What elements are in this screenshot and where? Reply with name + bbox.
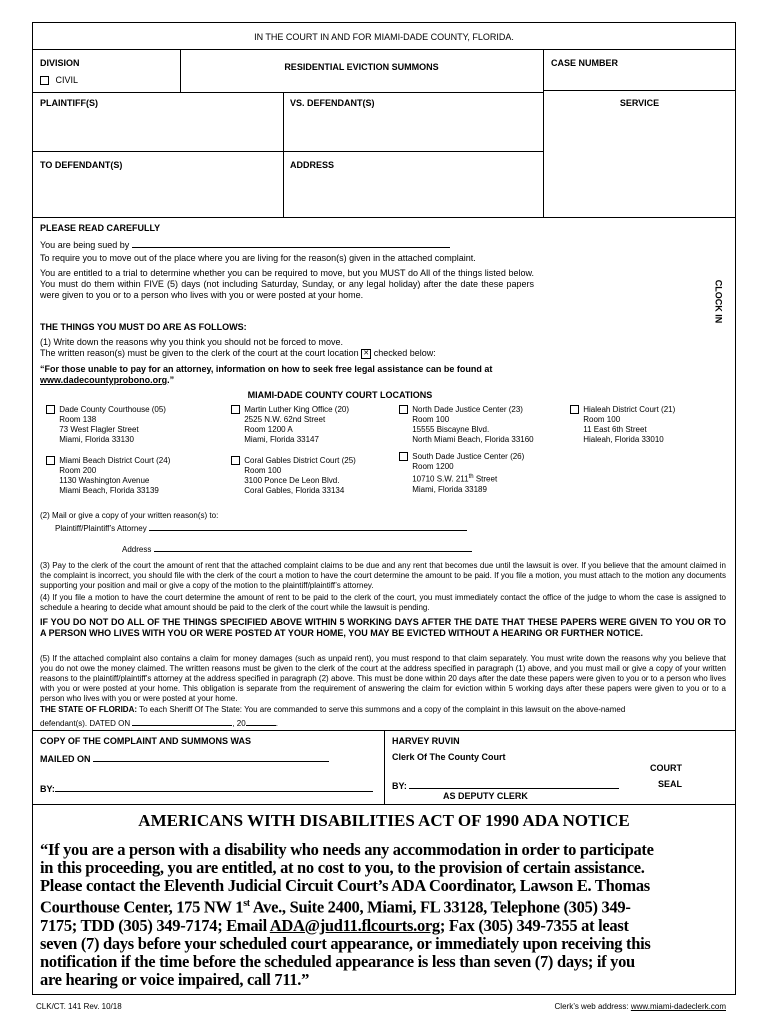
court-seal-label: COURT — [650, 763, 682, 773]
item1b-post-text: checked below: — [373, 348, 436, 358]
location-line: 3100 Ponce De Leon Blvd. — [244, 476, 340, 485]
location-line: 11 East 6th Street — [583, 425, 647, 434]
mailed-on-label: MAILED ON — [40, 754, 91, 764]
state-text — [40, 705, 726, 715]
p2-attorney-line — [55, 521, 467, 534]
clerk-title: Clerk Of The County Court — [392, 752, 506, 762]
civil-checkbox[interactable] — [40, 76, 49, 85]
probono-link[interactable]: www.dadecountyprobono.org — [40, 375, 168, 385]
divider — [32, 151, 543, 152]
clerk-name: HARVEY RUVIN — [392, 736, 460, 746]
probono-text — [40, 364, 540, 386]
deputy-label: AS DEPUTY CLERK — [443, 791, 528, 801]
web-label: Clerk’s web address: — [554, 1002, 631, 1011]
location-line: Room 100 — [244, 466, 282, 475]
location-line: Hialeah, Florida 33010 — [583, 435, 664, 444]
ada-line — [40, 895, 728, 917]
case-number-label: CASE NUMBER — [551, 58, 619, 68]
court-seal-label: SEAL — [658, 779, 683, 789]
ada-line: Please contact the Eleventh Judicial Circuit Court’s ADA Coordinator, Lawson E. Thomas — [40, 876, 650, 895]
location-line: North Miami Beach, Florida 33160 — [412, 435, 534, 444]
service-label: SERVICE — [619, 98, 660, 108]
sued-by-label: You are being sued by — [40, 240, 130, 250]
location-item — [399, 452, 524, 495]
trial-text: You are entitled to a trial to determine whether you can be required to move, but you MUST do All of the things listed below. You must do them within FIVE (5) days (not including Saturday, Sunday, or any legal holiday) after the date these papers were given to you or to a person who lives with you or were posted at your home. — [40, 268, 534, 300]
ada-line — [40, 917, 728, 935]
location-line: Room 200 — [59, 466, 97, 475]
p4-text: (4) If you file a motion to have the court determine the amount of rent to be paid to the clerk of the court, you must immediately contact the office of the judge to whom the case is assigned to schedule a hearing to decide what amount should be paid to the clerk of the court while the lawsuit is pending. — [40, 593, 726, 612]
ada-heading: AMERICANS WITH DISABILITIES ACT OF 1990 ADA NOTICE — [138, 811, 630, 830]
location-line: Room 138 — [59, 415, 97, 424]
location-name: Dade County Courthouse (05) — [59, 405, 166, 414]
item1a-text: (1) Write down the reasons why you think you should not be forced to move. — [40, 337, 343, 347]
divider — [32, 804, 736, 805]
location-item — [231, 405, 349, 445]
defendant-label: VS. DEFENDANT(S) — [290, 98, 375, 108]
ada-email-link[interactable]: ADA@jud11.flcourts.org — [269, 915, 440, 935]
ada-notice — [40, 841, 728, 989]
location-line: Room 100 — [583, 415, 621, 424]
state-bold: THE STATE OF FLORIDA: — [40, 705, 138, 714]
address-label: ADDRESS — [290, 160, 335, 170]
civil-label: CIVIL — [55, 75, 79, 85]
location-checkbox[interactable] — [231, 456, 240, 465]
divider — [283, 92, 284, 217]
p2-address-field[interactable] — [154, 542, 472, 552]
form-number: CLK/CT. 141 Rev. 10/18 — [36, 1002, 122, 1011]
ada-line-part: Courthouse Center, 175 NW 1 — [40, 897, 244, 917]
mailed-on-line — [40, 752, 329, 765]
warning-text: IF YOU DO NOT DO ALL OF THE THINGS SPECIFIED ABOVE WITHIN 5 WORKING DAYS AFTER THE DATE THAT THESE PAPERS WERE GIVEN TO YOU OR TO A PERSON WHO LIVES WITH YOU OR WERE POSTED AT YOUR HOME, YOU MAY BE EVICTED WITHOUT A HEARING OR FURTHER NOTICE. — [40, 617, 726, 638]
location-item — [46, 456, 170, 496]
to-defendant-label: TO DEFENDANT(S) — [40, 160, 123, 170]
item1b-text: The written reason(s) must be given to the clerk of the court at the court location — [40, 348, 359, 358]
location-line: Coral Gables, Florida 33134 — [244, 486, 345, 495]
by-field[interactable] — [55, 782, 373, 792]
by2-field[interactable] — [409, 779, 619, 789]
divider — [384, 730, 385, 804]
probono-post: .” — [167, 375, 175, 385]
location-line: Room 100 — [412, 415, 450, 424]
location-line: Miami, Florida 33189 — [412, 484, 487, 494]
location-line: Room 1200 A — [244, 425, 293, 434]
p2-heading: (2) Mail or give a copy of your written reason(s) to: — [40, 511, 219, 520]
ada-line: “If you are a person with a disability who needs any accommodation in order to participate — [40, 840, 654, 859]
location-line: Room 1200 — [412, 462, 454, 471]
location-line: 2525 N.W. 62nd Street — [244, 415, 326, 424]
court-title: IN THE COURT IN AND FOR MIAMI-DADE COUNTY, FLORIDA. — [254, 32, 514, 42]
things-heading: THE THINGS YOU MUST DO ARE AS FOLLOWS: — [40, 322, 247, 332]
location-line — [412, 472, 524, 485]
dated-line — [40, 716, 278, 729]
divider — [543, 90, 736, 91]
dated-post: . — [275, 719, 278, 728]
location-checkbox[interactable] — [46, 456, 55, 465]
location-item — [570, 405, 675, 445]
p2-address-label: Address — [122, 545, 152, 554]
p5-text: (5) If the attached complaint also contains a claim for money damages (such as unpaid rent), you must respond to that claim separately. You must write down the reasons why you believe that you do not owe the money claimed. The written reasons must be given to the clerk of the court at the address specified in paragraph (1) above, and you must mail or give a copy of your written reasons to the plaintiff/plaintiff’s attorney at the address specified in paragraph (2) above. This must be done within 20 days after the date these papers were given to you or to a person who lives with you or were posted at your home. This obligation is separate from the requirement of answering the claim for eviction within 5 working days after these papers were given to you or to a person who lives with you or were posted at your home. — [40, 654, 726, 703]
location-line: Miami Beach, Florida 33139 — [59, 486, 159, 495]
divider — [32, 49, 736, 50]
divider — [32, 92, 543, 93]
location-line-part: 10710 S.W. 211 — [412, 474, 469, 484]
dated-year-field[interactable] — [246, 716, 276, 726]
location-checkbox[interactable] — [399, 452, 408, 461]
copy-label: COPY OF THE COMPLAINT AND SUMMONS WAS — [40, 736, 252, 746]
checked-box-icon: ✕ — [361, 349, 371, 359]
location-item — [46, 405, 166, 445]
divider — [32, 217, 736, 218]
ada-line-part: Ave., Suite 2400, Miami, FL 33128, Telephone (305) 349- — [249, 897, 631, 917]
location-item — [231, 456, 356, 496]
ada-line-part: 7175; TDD (305) 349-7174; Email — [40, 915, 270, 935]
attorney-field[interactable] — [149, 521, 467, 531]
by-line — [40, 782, 373, 795]
dated-year-label: , 20 — [232, 719, 246, 728]
sued-by-field[interactable] — [132, 238, 450, 248]
plaintiff-label: PLAINTIFF(S) — [40, 98, 98, 108]
location-name: Hialeah District Court (21) — [583, 405, 676, 414]
locations-heading: MIAMI-DADE COUNTY COURT LOCATIONS — [247, 390, 433, 400]
location-name: South Dade Justice Center (26) — [412, 452, 525, 461]
by2-label: BY: — [392, 781, 407, 791]
location-checkbox[interactable] — [570, 405, 579, 414]
location-name: North Dade Justice Center (23) — [412, 405, 523, 414]
mailed-on-field[interactable] — [93, 752, 329, 762]
location-checkbox[interactable] — [46, 405, 55, 414]
location-line: 1130 Washington Avenue — [59, 476, 150, 485]
dated-label: defendant(s). DATED ON — [40, 719, 131, 728]
dated-field[interactable] — [132, 716, 232, 726]
probono-pre: “For those unable to pay for an attorney, information on how to seek free legal assistance can be found at — [40, 364, 493, 374]
location-item — [399, 405, 534, 445]
location-line-part: Street — [473, 474, 498, 484]
ada-line: notification if the time before the scheduled appearance is less than seven (7) days; if you — [40, 951, 635, 971]
form-title: RESIDENTIAL EVICTION SUMMONS — [284, 62, 439, 72]
item1b-line — [40, 348, 436, 359]
location-name: Martin Luther King Office (20) — [244, 405, 350, 414]
division-label: DIVISION — [40, 58, 80, 68]
p2-address-line — [122, 542, 472, 555]
require-text: To require you to move out of the place where you are living for the reason(s) given in the attached complaint. — [40, 253, 476, 263]
ada-line: seven (7) days before your scheduled court appearance, or immediately upon receiving this — [40, 933, 651, 953]
web-link[interactable]: www.miami-dadeclerk.com — [630, 1002, 726, 1011]
ada-line: in this proceeding, you are entitled, at no cost to you, to the provision of certain assistance. — [40, 858, 645, 877]
ada-line-sup: st — [243, 898, 250, 909]
location-line: Miami, Florida 33130 — [59, 435, 134, 444]
web-address — [500, 1002, 726, 1012]
location-checkbox[interactable] — [231, 405, 240, 414]
by-label: BY: — [40, 784, 55, 794]
sued-by-line — [40, 238, 450, 251]
civil-option — [40, 75, 78, 86]
divider — [543, 49, 544, 217]
location-line: 73 West Flagler Street — [59, 425, 139, 434]
location-line: Miami, Florida 33147 — [244, 435, 319, 444]
ada-line: are hearing or voice impaired, call 711.” — [40, 969, 310, 989]
attorney-label: Plaintiff/Plaintiff’s Attorney — [55, 524, 147, 533]
location-name: Coral Gables District Court (25) — [244, 456, 356, 465]
location-line: 15555 Biscayne Blvd. — [412, 425, 490, 434]
ada-line-part: ; Fax (305) 349-7355 at least — [439, 915, 629, 935]
location-checkbox[interactable] — [399, 405, 408, 414]
please-read-heading: PLEASE READ CAREFULLY — [40, 223, 161, 233]
clock-in-label: CLOCK IN — [713, 279, 724, 324]
state-rest: To each Sheriff Of The State: You are commanded to serve this summons and a copy of the complaint in this lawsuit on the above-named — [137, 705, 626, 714]
location-name: Miami Beach District Court (24) — [59, 456, 171, 465]
p3-text: (3) Pay to the clerk of the court the amount of rent that the attached complaint claims to be due and any rent that becomes due until the lawsuit is over. If you believe that the amount claimed in the complaint is incorrect, you should file with the clerk of the court a motion to have the court determine the amount to be paid. If you file a motion, you must attach to the motion any documents supporting your position and mail or give a copy of the motion to the plaintiff/plaintiff’s attorney. — [40, 561, 726, 590]
location-line-sup: th — [468, 474, 474, 480]
